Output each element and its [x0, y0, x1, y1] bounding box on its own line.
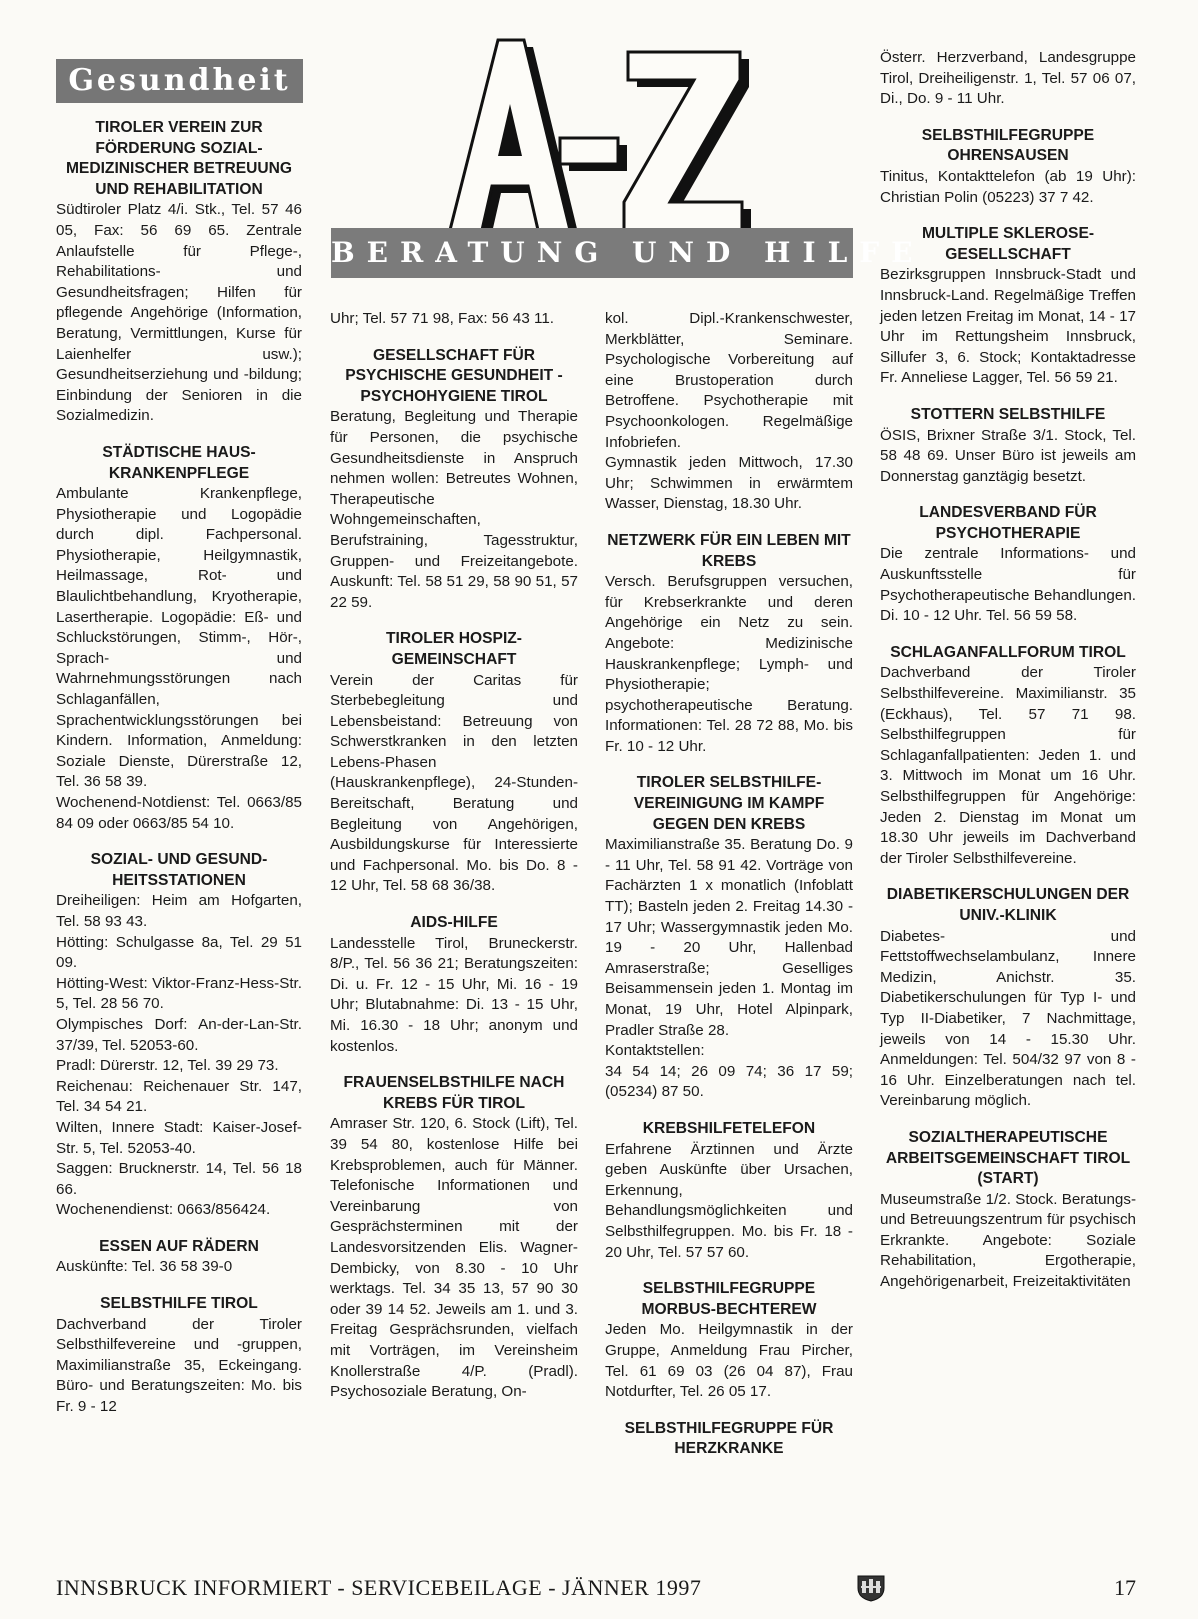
- entry: [330, 1073, 578, 1403]
- entry-title: STOTTERN SELBSTHILFE: [910, 405, 1106, 423]
- entry: [56, 443, 302, 834]
- entry-text: Beratung, Begleitung und Therapie für Personen, die psychische Gesundheitsdienste in Anspruch nehmen wollen: Betreutes Wohnen, Therapeutische Wohngemeinschaften, Berufstraining, Tagesstruktur, Gruppen- und Freizeitangebote. Auskunft: Tel. 58 51 29, 58 90 51, 57 22 59.: [330, 408, 578, 611]
- entry-title: TIROLER SELBSTHILFE-VEREINIGUNG IM KAMPF GEGEN DEN KREBS: [633, 774, 825, 833]
- entry: [56, 1294, 302, 1418]
- entry-title: MULTIPLE SKLEROSE-GESELLSCHAFT: [921, 225, 1095, 263]
- entry-title: KREBSHILFETELEFON: [642, 1119, 816, 1137]
- column-1: [56, 118, 302, 1434]
- entry-text: Jeden Mo. Heilgymnastik in der Gruppe, Anmeldung Frau Pircher, Tel. 61 69 03 (26 04 87), Frau Notdurfter, Tel. 26 05 17.: [605, 1321, 853, 1401]
- entry-text: Hötting-West: Viktor-Franz-Hess-Str. 5, Tel. 28 56 70.: [56, 974, 302, 1013]
- entry-title: SELBSTHILFE TIROL: [100, 1295, 258, 1313]
- entry-text: Dachverband der Tiroler Selbsthilfevereine und -gruppen, Maximilianstraße 35, Eckeingang. Büro- und Beratungszeiten: Mo. bis Fr. 9 - 12: [56, 1315, 302, 1416]
- entry: [605, 309, 853, 515]
- entry-text: Versch. Berufsgruppen versuchen, für Krebserkrankte und deren Angehörige ein Netz zu sein. Angebote: Medizinische Hauskrankenpflege; Lymph- und Physiotherapie; psychotherapeutische Beratung. Informationen: Tel. 28 72 88, Mo. bis Fr. 10 - 12 Uhr.: [605, 573, 853, 755]
- entry: [880, 503, 1136, 627]
- entry: [880, 885, 1136, 1112]
- entry: [880, 405, 1136, 487]
- entry-text: Verein der Caritas für Sterbebegleitung und Lebensbeistand: Betreuung von Schwerstkranken in den letzten Lebens-Phasen (Hauskrankenpflege), 24-Stunden-Bereitschaft, Beratung und Begleitung von Angehörigen, Ausbildungskurse für Interessierte und Fachpersonal. Mo. bis Do. 8 - 12 Uhr, Tel. 58 68 36/38.: [330, 671, 578, 895]
- entry-text: Uhr; Tel. 57 71 98, Fax: 56 43 11.: [330, 310, 555, 327]
- entry-title: LANDESVERBAND FÜR PSYCHOTHERAPIE: [919, 504, 1097, 542]
- entry-text: Dachverband der Tiroler Selbsthilfevereine. Maximilianstr. 35 (Eckhaus), Tel. 57 71 98. Selbsthilfegruppen für Schlaganfallpatienten: Jeden 1. und 3. Mittwoch im Monat um 16 Uhr. Selbsthilfegruppen für Angehörige: Jeden 2. Dienstag im Monat um 18.30 Uhr jeweils im Dachverband der Tiroler Selbsthilfevereine.: [880, 664, 1136, 867]
- entry-text: Gymnastik jeden Mittwoch, 17.30 Uhr; Schwimmen in erwärmtem Wasser, Dienstag, 18.30 Uhr.: [605, 454, 853, 513]
- footer-title: INNSBRUCK INFORMIERT - SERVICEBEILAGE - JÄNNER 1997: [56, 1575, 702, 1600]
- entry-title: SELBSTHILFEGRUPPE MORBUS-BECHTEREW: [641, 1280, 817, 1318]
- entry-text: Olympisches Dorf: An-der-Lan-Str. 37/39, Tel. 52053-60.: [56, 1015, 302, 1054]
- entry: [605, 773, 853, 1103]
- entry-text: Bezirksgruppen Innsbruck-Stadt und Innsbruck-Land. Regelmäßige Treffen jeden letzen Freitag im Monat, 14 - 17 Uhr im Rettungsheim Innsbruck, Sillufer 3, 6. Stock; Kontaktadresse Fr. Anneliese Lagger, Tel. 56 59 21.: [880, 266, 1136, 387]
- entry: [605, 1119, 853, 1263]
- entry-text: 34 54 14; 26 09 74; 36 17 59; (05234) 87 50.: [605, 1062, 853, 1101]
- entry-text: Erfahrene Ärztinnen und Ärzte geben Auskünfte über Ursachen, Erkennung, Behandlungsmöglichkeiten und Selbsthilfegruppen. Mo. bis Fr. 18 - 20 Uhr, Tel. 57 57 60.: [605, 1140, 853, 1261]
- entry-text: Saggen: Brucknerstr. 14, Tel. 56 18 66.: [56, 1160, 302, 1198]
- entry-text: Tinitus, Kontakttelefon (ab 19 Uhr): Christian Polin (05223) 37 7 42.: [880, 167, 1136, 206]
- column-2: [330, 309, 578, 1419]
- page-footer: [56, 1568, 1136, 1608]
- section-label: Gesundheit: [56, 59, 303, 103]
- entry: [605, 1279, 853, 1403]
- entry-text: kol. Dipl.-Krankenschwester, Merkblätter, Seminare. Psychologische Vorbereitung auf eine Brustoperation durch Betroffene. Psychotherapie mit Psychoonkologen. Regelmäßige Infobriefen.: [605, 310, 853, 451]
- entry-text: Diabetes- und Fettstoffwechselambulanz, Innere Medizin, Anichstr. 35. Diabetikerschulungen für Typ I- und Typ II-Diabetiker, 7 Nachmittage, jeweils von 14 - 15.30 Uhr. Anmeldungen: Tel. 504/32 97 von 8 - 16 Uhr. Einzelberatungen nach tel. Vereinbarung möglich.: [880, 927, 1136, 1110]
- entry-text: Landesstelle Tirol, Bruneckerstr. 8/P., Tel. 56 36 21; Beratungszeiten: Di. u. Fr. 12 - 15 Uhr, Mi. 16 - 19 Uhr; Blutabnahme: Di. 13 - 15 Uhr, Mi. 16.30 - 18 Uhr; anonym und kostenlos.: [330, 934, 578, 1055]
- entry: [56, 850, 302, 1221]
- entry: [605, 531, 853, 758]
- entry-title: SCHLAGANFALLFORUM TIROL: [890, 643, 1126, 661]
- entry-title: DIABETIKERSCHULUNGEN DER UNIV.-KLINIK: [886, 886, 1130, 924]
- entry: [605, 1419, 853, 1460]
- entry-title: AIDS-HILFE: [410, 914, 498, 932]
- entry-text: Wilten, Innere Stadt: Kaiser-Josef-Str. 5, Tel. 52053-40.: [56, 1118, 302, 1157]
- entry-text: Amraser Str. 120, 6. Stock (Lift), Tel. 39 54 80, kostenlose Hilfe bei Krebsproblemen, auch für Männer. Telefonische Informationen und Vereinbarung von Gesprächsterminen mit der Landesvorsitzenden Elis. Wagner-Dembicky, von 8.30 - 10 Uhr werktags. Tel. 34 35 13, 57 90 30 oder 39 14 52. Jeweils am 1. und 3. Freitag Gesprächsrunden, vielfach mit Vorträgen, im Vereinsheim Knollerstraße 4/P. (Pradl). Psychosoziale Beratung, On-: [330, 1115, 578, 1401]
- entry-title: SELBSTHILFEGRUPPE OHRENSAUSEN: [921, 126, 1095, 165]
- entry-text: Hötting: Schulgasse 8a, Tel. 29 51 09.: [56, 933, 302, 972]
- entry-title: ESSEN AUF RÄDERN: [99, 1237, 259, 1255]
- entry-title: TIROLER VEREIN ZUR FÖRDERUNG SOZIAL-MEDIZINISCHER BETREUUNG UND REHABILITATION: [65, 119, 293, 198]
- entry: [56, 1237, 302, 1278]
- az-logo-text: A-Z: [420, 30, 422, 31]
- entry-text: Auskünfte: Tel. 36 58 39-0: [56, 1258, 233, 1276]
- entry-title: TIROLER HOSPIZ-GEMEINSCHAFT: [385, 630, 522, 668]
- entry: [330, 309, 578, 330]
- entry: [56, 118, 302, 427]
- entry: [330, 629, 578, 897]
- entry-title: NETZWERK FÜR EIN LEBEN MIT KREBS: [607, 531, 851, 570]
- entry-title: SOZIALTHERAPEUTISCHE ARBEITSGEMEINSCHAFT TIROL (START): [885, 1128, 1131, 1188]
- entry-text: Südtiroler Platz 4/i. Stk., Tel. 57 46 05, Fax: 56 69 65. Zentrale Anlaufstelle für Pflege-, Rehabilitations- und Gesundheitsfragen; Hilfen für pflegende Angehörige (Information, Beratung, Vermittlungen, Kurse für Laienhelfer usw.); Gesundheitserziehung und -bildung; Einbindung der Senioren in die Sozialmedizin.: [56, 201, 302, 425]
- column-4: [880, 48, 1136, 1309]
- entry-text: Maximilianstraße 35. Beratung Do. 9 - 11 Uhr, Tel. 58 91 42. Vorträge von Fachärzten 1 x monatlich (Infoblatt TT); Basteln jeden 2. Freitag 14.30 - 17 Uhr; Wassergymnastik jeden Mo. 19 - 20 Uhr, Hallenbad Amraserstraße; Geselliges Beisammensein jeden 1. Montag im Monat, 19 Uhr, Hotel Alpinpark, Pradler Straße 28.: [605, 836, 853, 1039]
- entry-text: Österr. Herzverband, Landesgruppe Tirol, Dreiheiligenstr. 1, Tel. 57 06 07, Di., Do. 9 - 11 Uhr.: [880, 49, 1136, 108]
- entry: [880, 126, 1136, 208]
- entry: [880, 1128, 1136, 1293]
- entry-text: Dreiheiligen: Heim am Hofgarten, Tel. 58 93 43.: [56, 892, 302, 930]
- entry-title: SELBSTHILFEGRUPPE FÜR HERZKRANKE: [624, 1419, 834, 1458]
- entry-text: Reichenau: Reichenauer Str. 147, Tel. 34 54 21.: [56, 1077, 302, 1116]
- entry-text: Pradl: Dürerstr. 12, Tel. 39 29 73.: [56, 1057, 279, 1075]
- entry-text: ÖSIS, Brixner Straße 3/1. Stock, Tel. 58 48 69. Unser Büro ist jeweils am Donnerstag ganztägig besetzt.: [880, 426, 1136, 485]
- page-number: 17: [1114, 1575, 1136, 1600]
- entry-text: Ambulante Krankenpflege, Physiotherapie und Logopädie durch dipl. Fachpersonal. Physiotherapie, Heilgymnastik, Heilmassage, Rot- und Blaulichtbehandlung, Kryotherapie, Lasertherapie. Logopädie: Eß- und Schluckstörungen, Stimm-, Hör-, Sprach- und Wahrnehmungsstörungen nach Schlaganfällen, Sprachentwicklungsstörungen bei Kindern. Information, Anmeldung: Soziale Dienste, Dürerstraße 12, Tel. 36 58 39.: [56, 485, 302, 791]
- entry-text: Wochenend-Notdienst: Tel. 0663/85 84 09 oder 0663/85 54 10.: [56, 794, 302, 832]
- entry: [880, 48, 1136, 110]
- entry-text: Wochenendienst: 0663/856424.: [56, 1201, 271, 1219]
- entry: [880, 224, 1136, 389]
- entry-text: Die zentrale Informations- und Auskunftsstelle für Psychotherapeutische Behandlungen. Di. 10 - 12 Uhr. Tel. 56 59 58.: [880, 545, 1136, 625]
- entry-text: Kontaktstellen:: [605, 1042, 705, 1060]
- innsbruck-crest-icon: [856, 1574, 886, 1602]
- entry-text: Museumstraße 1/2. Stock. Beratungs- und Betreuungszentrum für psychisch Erkrankte. Angebote: Soziale Rehabilitation, Ergotherapie, Angehörigenarbeit, Freizeitaktivitäten: [880, 1190, 1136, 1291]
- entry: [330, 346, 578, 614]
- entry: [330, 913, 578, 1057]
- entry-title: FRAUENSELBSTHILFE NACH KREBS FÜR TIROL: [343, 1074, 565, 1112]
- entry-title: STÄDTISCHE HAUS-KRANKENPFLEGE: [102, 443, 256, 482]
- column-3: [605, 309, 853, 1476]
- beratung-und-hilfe-banner: BERATUNG UND HILFE: [331, 228, 853, 278]
- entry-title: GESELLSCHAFT FÜR PSYCHISCHE GESUNDHEIT - PSYCHOHYGIENE TIROL: [345, 346, 563, 405]
- entry-title: SOZIAL- UND GESUND-HEITSSTATIONEN: [90, 851, 268, 889]
- entry: [880, 643, 1136, 870]
